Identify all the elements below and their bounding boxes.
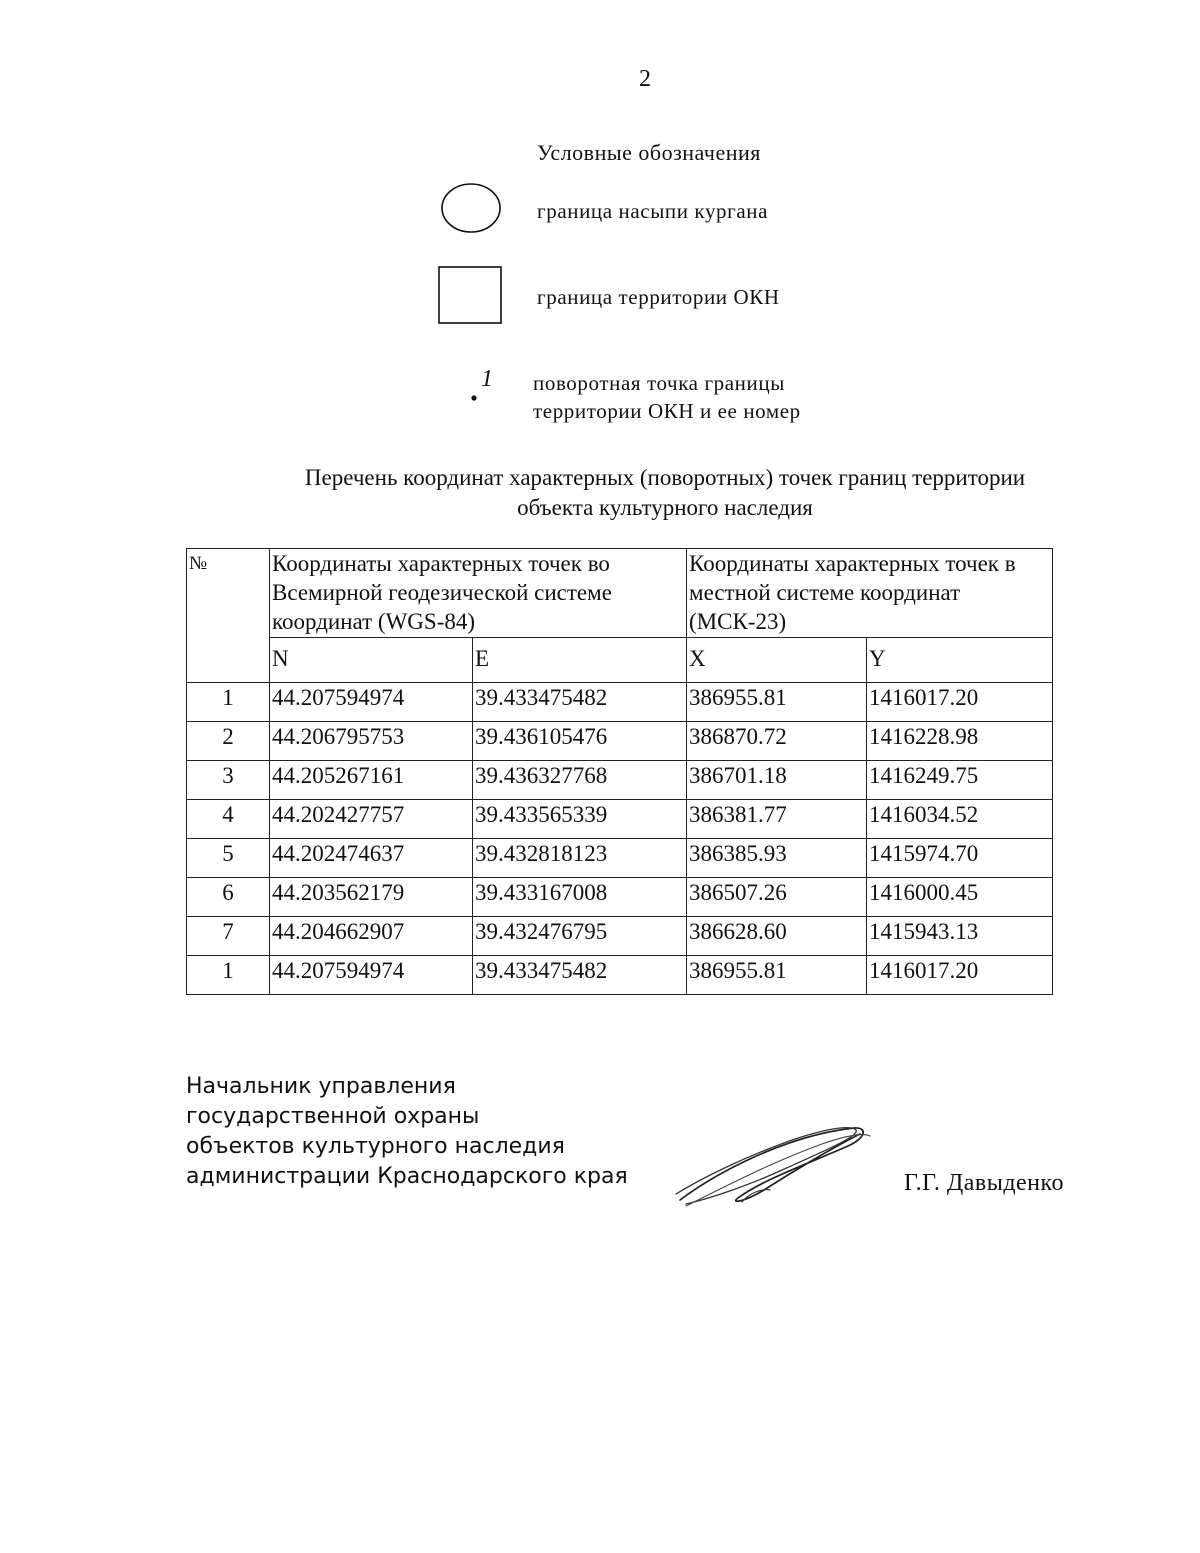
cell-e: 39.432818123	[473, 839, 687, 878]
cell-e: 39.432476795	[473, 917, 687, 956]
point-dot-icon	[470, 394, 478, 402]
legend-label-mound: граница насыпи кургана	[537, 199, 769, 223]
header-n: N	[270, 638, 473, 683]
cell-n: 44.207594974	[270, 956, 473, 995]
header-x: X	[687, 638, 867, 683]
table-row	[187, 761, 1053, 800]
table-header-row	[187, 549, 1053, 638]
cell-n: 44.202427757	[270, 800, 473, 839]
cell-x: 386381.77	[687, 800, 867, 839]
legend-label-turning-point-2: территории ОКН и ее номер	[533, 399, 801, 423]
cell-y: 1416034.52	[867, 800, 1053, 839]
cell-y: 1416000.45	[867, 878, 1053, 917]
cell-num: 6	[187, 878, 270, 917]
handwritten-signature	[672, 1118, 872, 1210]
cell-x: 386385.93	[687, 839, 867, 878]
cell-e: 39.433475482	[473, 956, 687, 995]
header-msk23: Координаты характерных точек в местной системе координат (МСК-23)	[687, 549, 1053, 638]
table-row	[187, 800, 1053, 839]
table-subheader-row	[187, 638, 1053, 683]
table-title	[160, 463, 1170, 523]
signatory-title-line-2: государственной охраны	[186, 1104, 480, 1129]
cell-num: 1	[187, 956, 270, 995]
signatory-title-line-3: объектов культурного наследия	[186, 1134, 565, 1159]
signer-name: Г.Г. Давыденко	[904, 1170, 1064, 1196]
legend-title: Условные обозначения	[537, 140, 761, 165]
table-row	[187, 917, 1053, 956]
table-row	[187, 878, 1053, 917]
cell-n: 44.206795753	[270, 722, 473, 761]
cell-y: 1416017.20	[867, 956, 1053, 995]
page-number: 2	[639, 66, 651, 92]
ellipse-legend-icon	[440, 182, 502, 234]
legend-label-turning-point-1: поворотная точка границы	[533, 371, 785, 395]
cell-y: 1416017.20	[867, 683, 1053, 722]
cell-x: 386955.81	[687, 683, 867, 722]
cell-e: 39.436327768	[473, 761, 687, 800]
table-row	[187, 683, 1053, 722]
signatory-title	[186, 1072, 628, 1192]
cell-num: 7	[187, 917, 270, 956]
cell-num: 3	[187, 761, 270, 800]
header-number: №	[187, 549, 270, 683]
cell-x: 386701.18	[687, 761, 867, 800]
header-wgs84: Координаты характерных точек во Всемирной геодезической системе координат (WGS-84)	[270, 549, 687, 638]
cell-n: 44.202474637	[270, 839, 473, 878]
cell-x: 386628.60	[687, 917, 867, 956]
cell-x: 386955.81	[687, 956, 867, 995]
table-row	[187, 839, 1053, 878]
cell-n: 44.205267161	[270, 761, 473, 800]
table-row	[187, 722, 1053, 761]
signatory-title-line-4: администрации Краснодарского края	[186, 1164, 628, 1189]
cell-e: 39.433167008	[473, 878, 687, 917]
cell-x: 386507.26	[687, 878, 867, 917]
table-title-line-1: Перечень координат характерных (поворотных) точек границ территории	[304, 465, 1026, 490]
cell-x: 386870.72	[687, 722, 867, 761]
cell-num: 1	[187, 683, 270, 722]
cell-e: 39.436105476	[473, 722, 687, 761]
cell-n: 44.203562179	[270, 878, 473, 917]
legend-label-territory: граница территории ОКН	[537, 285, 780, 309]
cell-n: 44.207594974	[270, 683, 473, 722]
cell-num: 2	[187, 722, 270, 761]
point-number-marker: 1	[481, 366, 494, 392]
cell-e: 39.433565339	[473, 800, 687, 839]
cell-y: 1415974.70	[867, 839, 1053, 878]
signatory-title-line-1: Начальник управления	[186, 1074, 456, 1099]
cell-num: 4	[187, 800, 270, 839]
table-title-line-2: объекта культурного наследия	[517, 495, 813, 520]
rectangle-legend-icon	[438, 266, 502, 324]
coordinates-table	[186, 548, 1053, 995]
table-row	[187, 956, 1053, 995]
cell-y: 1416228.98	[867, 722, 1053, 761]
header-y: Y	[867, 638, 1053, 683]
cell-e: 39.433475482	[473, 683, 687, 722]
cell-y: 1415943.13	[867, 917, 1053, 956]
header-e: E	[473, 638, 687, 683]
cell-y: 1416249.75	[867, 761, 1053, 800]
cell-num: 5	[187, 839, 270, 878]
cell-n: 44.204662907	[270, 917, 473, 956]
